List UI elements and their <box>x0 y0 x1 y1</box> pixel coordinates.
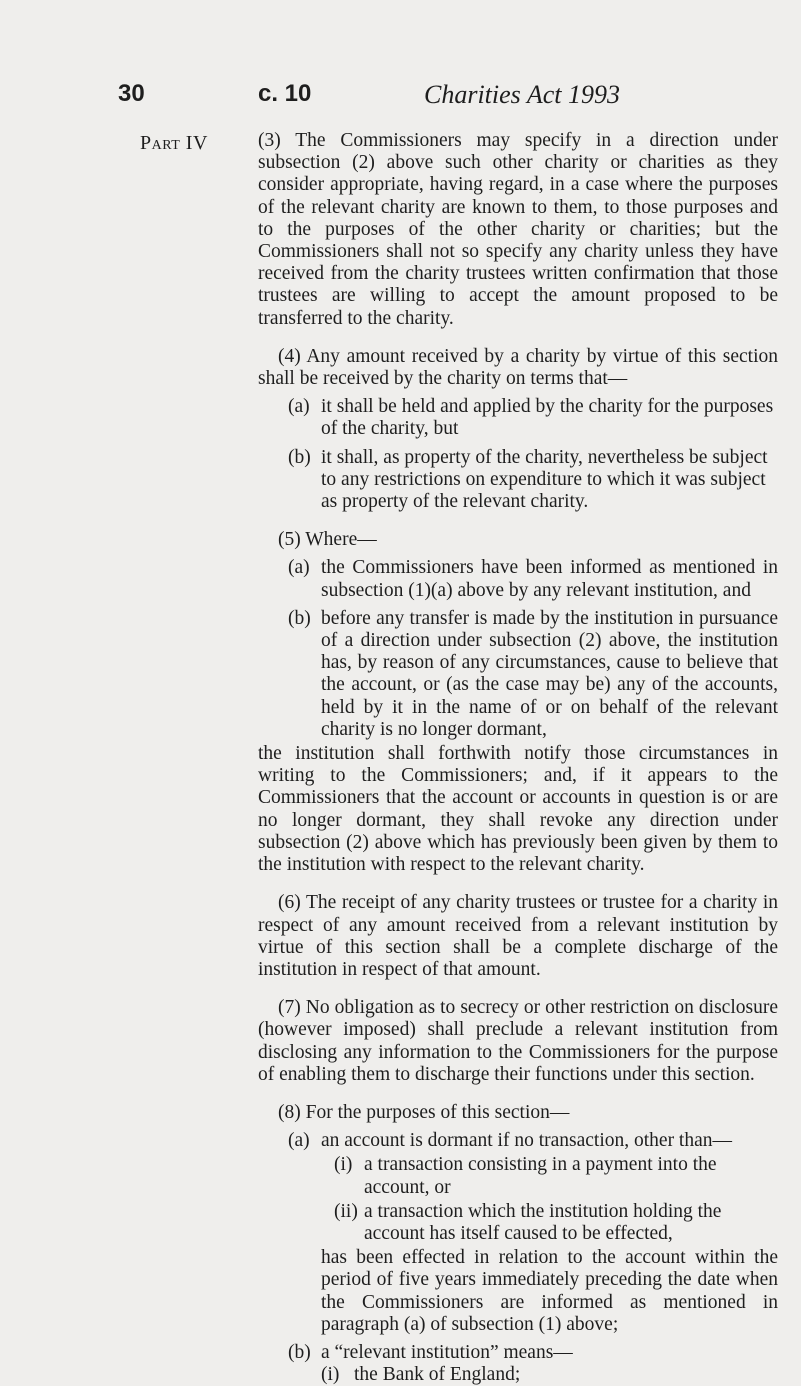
subsection-8-a <box>288 1130 778 1152</box>
subsection-8-a-ii <box>334 1201 778 1245</box>
subsection-5-a <box>288 557 778 601</box>
section-body <box>258 130 778 1386</box>
item-text: it shall, as property of the charity, nevertheless be subject to any restrictions on expenditure to which it was subject as property of the relevant charity. <box>321 446 768 513</box>
item-label: (b) <box>288 607 311 629</box>
subsection-4-a <box>288 396 778 440</box>
item-text: before any transfer is made by the institution in pursuance of a direction under subsection (2) above, the institution has, by reason of any circumstances, cause to believe that the account, or (as the case may be) any of the accounts, held by it in the name of or on behalf of the relevant charity is no longer dormant, <box>321 607 778 740</box>
item-text: the Bank of England; <box>354 1364 521 1386</box>
item-text: it shall be held and applied by the charity for the purposes of the charity, but <box>321 396 774 440</box>
item-text: a transaction which the institution holding the account has itself caused to be effected, <box>364 1200 722 1244</box>
subsection-8-intro: (8) For the purposes of this section— <box>278 1101 570 1123</box>
page-number: 30 <box>118 80 145 107</box>
subsection-8-b-i <box>321 1364 778 1386</box>
item-text: an account is dormant if no transaction, other than— <box>321 1130 733 1152</box>
subsection-8-b <box>288 1342 778 1364</box>
item-label: (a) <box>288 1130 310 1152</box>
subsection-8-a-i <box>334 1154 778 1198</box>
item-text: a transaction consisting in a payment into the account, or <box>364 1154 717 1198</box>
item-text: the Commissioners have been informed as mentioned in subsection (1)(a) above by any relevant institution, and <box>321 557 778 601</box>
chapter-reference: c. 10 <box>258 80 312 107</box>
item-label: (i) <box>321 1364 340 1386</box>
item-label: (ii) <box>334 1200 358 1222</box>
item-label: (a) <box>288 557 310 579</box>
subsection-8-a-closing: has been effected in relation to the account within the period of five years immediately preceding the date when the Commissioners are informed as mentioned in paragraph (a) of subsection (1) above; <box>321 1247 778 1335</box>
subsection-5-b <box>288 608 778 741</box>
item-label: (i) <box>334 1154 353 1176</box>
subsection-4-intro: (4) Any amount received by a charity by virtue of this section shall be received by the charity on terms that— <box>258 345 778 390</box>
item-label: (a) <box>288 396 310 418</box>
subsection-5-intro: (5) Where— <box>278 529 377 551</box>
item-label: (b) <box>288 446 311 468</box>
item-text: a “relevant institution” means— <box>321 1341 573 1363</box>
subsection-7: (7) No obligation as to secrecy or other restriction on disclosure (however imposed) shall preclude a relevant institution from disclosing any information to the Commissioners for the purpose of enabling them to discharge their functions under this section. <box>258 997 778 1085</box>
act-title: Charities Act 1993 <box>424 80 620 109</box>
subsection-5-closing: the institution shall forthwith notify those circumstances in writing to the Commissioners; and, if it appears to the Commissioners that the account or accounts in question is or are no longer dormant, they shall revoke any direction under subsection (2) above which has previously been given by them to the institution with respect to the relevant charity. <box>258 743 778 876</box>
subsection-4-b <box>288 447 778 514</box>
subsection-6: (6) The receipt of any charity trustees or trustee for a charity in respect of any amount received from a relevant institution by virtue of this section shall be a complete discharge of the institution in respect of that amount. <box>258 892 778 980</box>
item-label: (b) <box>288 1341 311 1363</box>
subsection-3: (3) The Commissioners may specify in a direction under subsection (2) above such other charity or charities as they consider appropriate, having regard, in a case where the purposes of the relevant charity are known to them, to those purposes and to the purposes of the other charity or charities; but the Commissioners shall not so specify any charity unless they have received from the charity trustees written confirmation that those trustees are willing to accept the amount proposed to be transferred to the charity. <box>258 130 778 329</box>
margin-part-label: Part IV <box>140 132 208 154</box>
